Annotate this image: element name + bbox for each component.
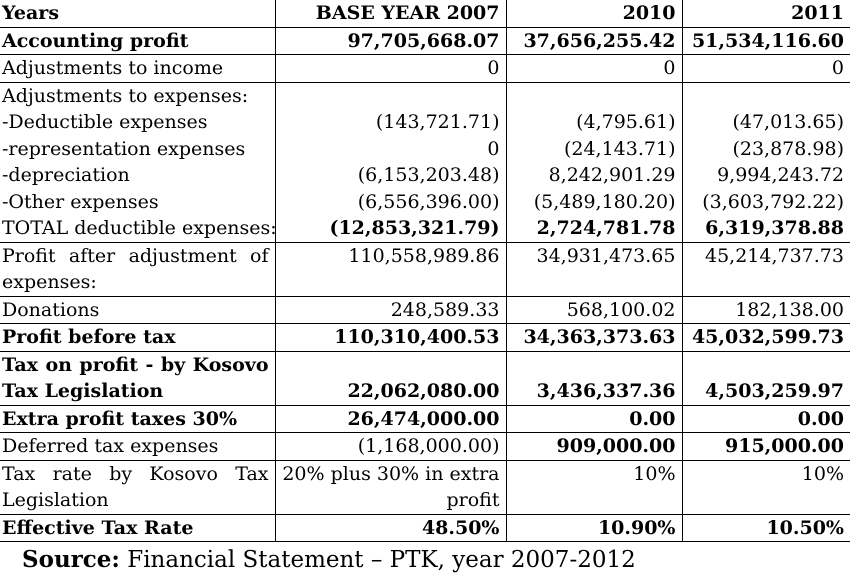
row-label: -depreciation bbox=[0, 162, 275, 189]
cell-2007 bbox=[275, 460, 506, 514]
row-label: Extra profit taxes 30% bbox=[0, 405, 275, 433]
table-row-accounting-profit bbox=[0, 27, 850, 55]
cell-2007: 248,589.33 bbox=[275, 296, 506, 324]
table-row-tax-rate bbox=[0, 460, 850, 514]
table-row-other-expenses bbox=[0, 189, 850, 216]
cell-2007: (1,168,000.00) bbox=[275, 433, 506, 461]
cell-2011: 45,214,737.73 bbox=[682, 242, 850, 296]
row-label-line-2: expenses: bbox=[2, 271, 97, 293]
cell-2010: 34,363,373.63 bbox=[506, 324, 682, 352]
cell-2010: (24,143.71) bbox=[506, 136, 682, 163]
cell-2007: 110,558,989.86 bbox=[275, 242, 506, 296]
cell-2010: (5,489,180.20) bbox=[506, 189, 682, 216]
cell-2007-line-1: 20% plus 30% in extra bbox=[282, 462, 500, 485]
cell-2010: 10.90% bbox=[506, 514, 682, 542]
cell-2011: 4,503,259.97 bbox=[682, 351, 850, 405]
cell-2007: 110,310,400.53 bbox=[275, 324, 506, 352]
table-row-effective-tax-rate bbox=[0, 514, 850, 542]
table-row-depreciation bbox=[0, 162, 850, 189]
header-cell-2011: 2011 bbox=[682, 0, 850, 27]
header-cell-2007: BASE YEAR 2007 bbox=[275, 0, 506, 27]
row-label: Adjustments to expenses: bbox=[0, 82, 275, 109]
cell-2011: 10% bbox=[682, 460, 850, 514]
row-label: TOTAL deductible expenses: bbox=[0, 215, 275, 242]
cell-2010: 0 bbox=[506, 55, 682, 83]
source-label: Source: bbox=[22, 546, 120, 573]
cell-2011: 915,000.00 bbox=[682, 433, 850, 461]
row-label: Deferred tax expenses bbox=[0, 433, 275, 461]
cell-2007-line-2: profit bbox=[446, 489, 500, 511]
cell-2011: 10.50% bbox=[682, 514, 850, 542]
row-label: Donations bbox=[0, 296, 275, 324]
cell-2007: 0 bbox=[275, 136, 506, 163]
cell-2011: (23,878.98) bbox=[682, 136, 850, 163]
cell-2010: 3,436,337.36 bbox=[506, 351, 682, 405]
cell-2010: 0.00 bbox=[506, 405, 682, 433]
header-row bbox=[0, 0, 850, 27]
cell-2007: (143,721.71) bbox=[275, 109, 506, 136]
cell-2007: (6,556,396.00) bbox=[275, 189, 506, 216]
cell-2007: 0 bbox=[275, 55, 506, 83]
cell-2010: 37,656,255.42 bbox=[506, 27, 682, 55]
table-row-donations bbox=[0, 296, 850, 324]
cell-2010: 8,242,901.29 bbox=[506, 162, 682, 189]
table-row-tax-on-profit bbox=[0, 351, 850, 405]
row-label-line-2: Legislation bbox=[2, 489, 109, 511]
row-label: Accounting profit bbox=[0, 27, 275, 55]
row-label: -representation expenses bbox=[0, 136, 275, 163]
table-row-deferred-tax bbox=[0, 433, 850, 461]
cell-2007: 22,062,080.00 bbox=[275, 351, 506, 405]
row-label bbox=[0, 242, 275, 296]
cell-2007: (6,153,203.48) bbox=[275, 162, 506, 189]
row-label: -Other expenses bbox=[0, 189, 275, 216]
cell-2007: 26,474,000.00 bbox=[275, 405, 506, 433]
cell-2011: 9,994,243.72 bbox=[682, 162, 850, 189]
row-label-line-1: Tax on profit - by Kosovo bbox=[2, 353, 269, 376]
cell-2011: (47,013.65) bbox=[682, 109, 850, 136]
cell-2010: 568,100.02 bbox=[506, 296, 682, 324]
cell-2010: 2,724,781.78 bbox=[506, 215, 682, 242]
cell-2011: 182,138.00 bbox=[682, 296, 850, 324]
header-cell-2010: 2010 bbox=[506, 0, 682, 27]
table-row-representation-expenses bbox=[0, 136, 850, 163]
row-label bbox=[0, 351, 275, 405]
row-label bbox=[0, 460, 275, 514]
cell-2011: 6,319,378.88 bbox=[682, 215, 850, 242]
source-note bbox=[22, 546, 636, 573]
table-row-adjustments-expenses bbox=[0, 82, 850, 109]
row-label: Adjustments to income bbox=[0, 55, 275, 83]
cell-2011: 45,032,599.73 bbox=[682, 324, 850, 352]
row-label-line-1: Profit after adjustment of bbox=[2, 244, 269, 267]
cell-2010: 909,000.00 bbox=[506, 433, 682, 461]
row-label: Profit before tax bbox=[0, 324, 275, 352]
cell-2007: 97,705,668.07 bbox=[275, 27, 506, 55]
table-row-profit-after-adjustment bbox=[0, 242, 850, 296]
table-row-deductible-expenses bbox=[0, 109, 850, 136]
table-row-adjustments-income bbox=[0, 55, 850, 83]
cell-2010: 10% bbox=[506, 460, 682, 514]
cell-2007: 48.50% bbox=[275, 514, 506, 542]
row-label-line-2: Tax Legislation bbox=[2, 380, 164, 402]
cell-2010: (4,795.61) bbox=[506, 109, 682, 136]
table-row-profit-before-tax bbox=[0, 324, 850, 352]
cell-2011: 0.00 bbox=[682, 405, 850, 433]
cell-2011: (3,603,792.22) bbox=[682, 189, 850, 216]
row-label-line-1: Tax rate by Kosovo Tax bbox=[2, 462, 269, 485]
cell-2011: 0 bbox=[682, 55, 850, 83]
cell-2010: 34,931,473.65 bbox=[506, 242, 682, 296]
header-cell-years: Years bbox=[0, 0, 275, 27]
cell-2011: 51,534,116.60 bbox=[682, 27, 850, 55]
table-row-total-deductible bbox=[0, 215, 850, 242]
cell-2007: (12,853,321.79) bbox=[275, 215, 506, 242]
row-label: Effective Tax Rate bbox=[0, 514, 275, 542]
source-text: Financial Statement – PTK, year 2007-2012 bbox=[119, 547, 636, 573]
table-row-extra-profit-taxes bbox=[0, 405, 850, 433]
row-label: -Deductible expenses bbox=[0, 109, 275, 136]
